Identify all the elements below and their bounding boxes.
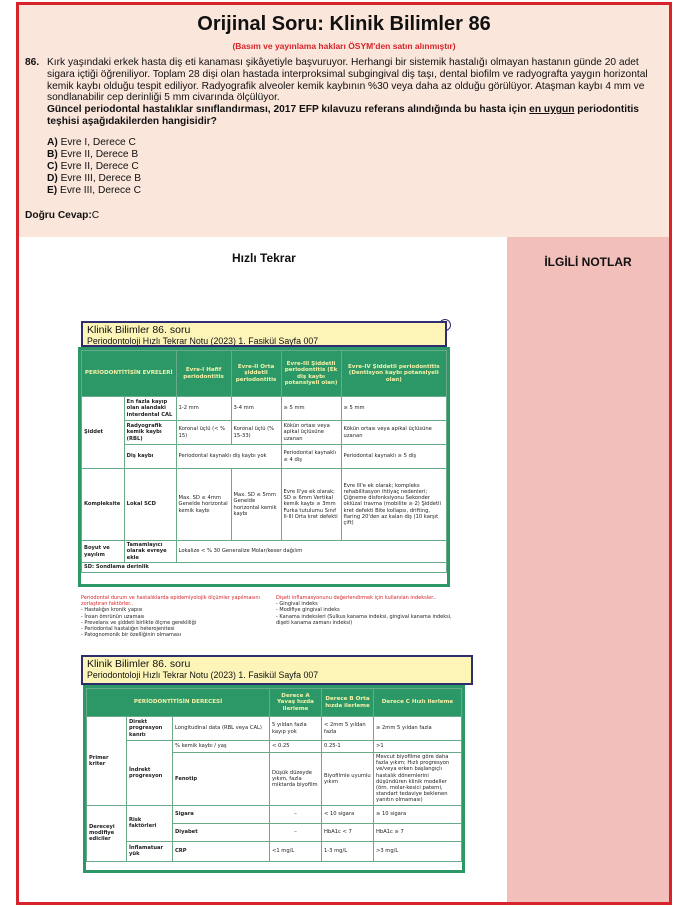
- table-cell: Lokalize < % 30 Generalize Molar/keser dağılım: [176, 541, 446, 563]
- grade-table-frame: [83, 685, 465, 873]
- table-cell: 1-3 mg/L: [322, 841, 374, 861]
- table-header: Evre-III Şiddetli periodontitis (Ek diş kaybı potansiyeli olan): [281, 351, 341, 397]
- copyright-note: (Basım ve yayınlama hakları ÖSYM'den satın alınmıştır): [232, 41, 456, 51]
- list-item: - Gingival indeks: [276, 601, 318, 608]
- answer-label: Doğru Cevap:: [25, 210, 92, 221]
- answer-value: C: [91, 210, 100, 221]
- table-cell: <1 mg/L: [270, 841, 322, 861]
- table-cell: Radyografik kemik kaybı (RBL): [124, 421, 176, 445]
- option-d[interactable]: D) Evre III, Derece B: [47, 172, 141, 184]
- snippet-header-1: [81, 321, 447, 347]
- table-header: Derece C Hızlı ilerleme: [374, 689, 462, 717]
- table-cell: Fenotip: [173, 753, 270, 806]
- option-b[interactable]: B) Evre II, Derece B: [47, 148, 139, 160]
- table-cell: % kemik kaybı / yaş: [173, 741, 270, 753]
- staging-table: [81, 350, 447, 573]
- table-cell: Koronal üçlü (% 15-33): [231, 421, 281, 445]
- table-cell: Direkt progresyon kanıtı: [127, 717, 173, 741]
- table-cell: Kökün ortası veya apikal üçlüsüne uzanan: [341, 421, 446, 445]
- option-a[interactable]: A) Evre I, Derece C: [47, 136, 136, 148]
- table-cell: ≥ 10 sigara: [374, 805, 462, 823]
- table-cell: Evre II'ye ek olarak; SD ≥ 6mm Vertikal kemik kaybı ≥ 3mm Furka tutulumu Sınıf II-III Orta kret defekti: [281, 469, 341, 541]
- table-cell: Kompleksite: [82, 469, 125, 541]
- notes-heading: Dişeti inflamasyonunu değerlendirmek için kullanılan indeksler..: [276, 595, 436, 601]
- table-cell: HbA1c ≥ 7: [374, 823, 462, 841]
- table-cell: Sigara: [173, 805, 270, 823]
- table-header: PERİODONTİTİSİN EVRELERİ: [82, 351, 177, 397]
- table-cell: Longitudinal data (RBL veya CAL): [173, 717, 270, 741]
- table-cell: –: [270, 823, 322, 841]
- option-c[interactable]: C) Evre II, Derece C: [47, 160, 139, 172]
- page-frame: [16, 2, 672, 905]
- table-cell: Şiddet: [82, 397, 125, 469]
- table-cell: 0.25-1: [322, 741, 374, 753]
- table-cell: Periodontal kaynaklı ≥ 5 diş: [341, 445, 446, 469]
- list-item: - Prevelans ve şiddeti birlikte ölçme gerekliliği: [81, 619, 197, 626]
- quick-review-panel: [19, 237, 507, 905]
- table-cell: ≥ 2mm 5 yıldan fazla: [374, 717, 462, 741]
- notes-heading: Periodontal durum ve hastalıklarda epidemiyolojik ölçümler yapılmasını zorlaştıran faktörler..: [81, 595, 260, 608]
- table-cell: >1: [374, 741, 462, 753]
- table-cell: Düşük düzeyde yıkım, fazla miktarda biyofilm: [270, 753, 322, 806]
- table-cell: Lokal SCD: [124, 469, 176, 541]
- table-cell: Diyabet: [173, 823, 270, 841]
- answer-options: [47, 137, 661, 197]
- emphasis-underline: en uygun: [529, 104, 575, 116]
- question-section: [19, 5, 669, 237]
- option-e[interactable]: E) Evre III, Derece C: [47, 184, 141, 196]
- table-header: Evre-I Hafif periodontitis: [176, 351, 231, 397]
- question-text: [47, 57, 661, 128]
- staging-table-frame: [78, 347, 450, 587]
- table-cell: HbA1c < 7: [322, 823, 374, 841]
- table-cell: 3-4 mm: [231, 397, 281, 421]
- table-cell: İnflamatuar yük: [127, 841, 173, 861]
- table-cell: İndrekt progresyon: [127, 741, 173, 806]
- snippet-title: Klinik Bilimler 86. soru: [87, 658, 191, 670]
- table-cell: Koronal üçlü (< % 15): [176, 421, 231, 445]
- related-notes-panel: [507, 237, 669, 905]
- list-item: - Periodontal hastalığın heterojenitesi: [81, 626, 175, 633]
- question-prompt: Güncel periodontal hastalıklar sınıflandırması, 2017 EFP kılavuzu referans alındığında bu hasta için en uygun periodontitis teşhisi aşağıdakilerden hangisidir?: [47, 104, 639, 127]
- correct-answer: [25, 210, 99, 221]
- snippet-title: Klinik Bilimler 86. soru: [87, 324, 191, 336]
- table-cell: Risk faktörleri: [127, 805, 173, 841]
- list-item: - Modifiye gingival indeks: [276, 607, 340, 614]
- table-cell: Mevcut biyofilme göre daha fazla yıkım; Hızlı progresyon ve/veya erken başlangıçlı hastalık dönemlerini düşündüren klinik modeller (örn. molar-kesici paterni, standart tedaviye beklenen yanıtın olmaması): [374, 753, 462, 806]
- snippet-source: Periodontoloji Hızlı Tekrar Notu (2023) 1. Fasikül Sayfa 007: [87, 336, 319, 346]
- table-cell: < 0.25: [270, 741, 322, 753]
- table-cell: Tamamlayıcı olarak evreye ekle: [124, 541, 176, 563]
- table-cell: 1-2 mm: [176, 397, 231, 421]
- table-cell: Max. SD ≤ 5mm Genelde horizontal kemik kaybı: [231, 469, 281, 541]
- table-cell: Periodontal kaynaklı ≤ 4 diş: [281, 445, 341, 469]
- table-header: Derece B Orta hızda ilerleme: [322, 689, 374, 717]
- snippet-header-2: [81, 655, 473, 685]
- quick-review-title: Hızlı Tekrar: [232, 251, 296, 265]
- table-cell: Evre III'e ek olarak; kompleks rehabilitasyon ihtiyaç nedenleri; Çiğneme disfonksiyonu Sekonder oklüzal travma (mobilite ≥ 2) Şiddetli kret defekti Bite kollapsı, drifting, flaring 20'den az kalan diş (10 karşıt çift): [341, 469, 446, 541]
- table-cell: Diş kaybı: [124, 445, 176, 469]
- question-block: [25, 57, 661, 197]
- table-footnote: SD: Sondlama derinlik: [82, 563, 447, 573]
- question-number: 86.: [25, 57, 40, 68]
- table-cell: –: [270, 805, 322, 823]
- table-header: Evre-II Orta şiddetli periodontitis: [231, 351, 281, 397]
- table-cell: >3 mg/L: [374, 841, 462, 861]
- table-cell: < 2mm 5 yıldan fazla: [322, 717, 374, 741]
- page-title: Orijinal Soru: Klinik Bilimler 86: [197, 13, 491, 35]
- table-cell: Kökün ortası veya apikal üçlüsüne uzanan: [281, 421, 341, 445]
- table-cell: 5 yıldan fazla kayıp yok: [270, 717, 322, 741]
- table-cell: Dereceyi modifiye ediciler: [87, 805, 127, 861]
- table-cell: ≥ 5 mm: [281, 397, 341, 421]
- list-item: - Kanama indeksleri (Sulkus kanama indeksi, gingival kanama indeksi, dişeti kanama zamanı indeksi): [276, 613, 452, 626]
- related-notes-title: İLGİLİ NOTLAR: [544, 255, 632, 269]
- grade-table: [86, 688, 462, 862]
- table-cell: Primer kriter: [87, 717, 127, 806]
- list-item: - Patognomonik bir özelliğinin olmaması: [81, 632, 181, 639]
- table-header: PERİODONTİTİSİN DERECESİ: [87, 689, 270, 717]
- question-stem: Kırk yaşındaki erkek hasta diş eti kanaması şikâyetiyle başvuruyor. Herhangi bir sistemik hastalığı olmayan hastanın günde 20 adet sigara içtiği öğreniliyor. Toplam 28 dişi olan hastada interproksimal subgingival diş taşı, dental biofilm ve radyografta yaygın horizontal kemik kaybı olduğu tespit ediliyor. Radyografik alveoler kemik kaybının %30 veya daha az olduğu görülüyor. Ataşman kaybı 4 mm ve sondlanabilir cep derinliği 5 mm civarında ölçülüyor.: [47, 57, 648, 104]
- table-header: Derece A Yavaş hızda ilerleme: [270, 689, 322, 717]
- table-header: Evre-IV Şiddetli periodontitis (Dentisyon kaybı potansiyeli olan): [341, 351, 446, 397]
- snippet-source: Periodontoloji Hızlı Tekrar Notu (2023) 1. Fasikül Sayfa 007: [87, 670, 319, 680]
- table-cell: CRP: [173, 841, 270, 861]
- table-cell: ≥ 5 mm: [341, 397, 446, 421]
- table-cell: Biyofilmle uyumlu yıkım: [322, 753, 374, 806]
- notes-block: [81, 595, 463, 655]
- table-cell: Boyut ve yayılım: [82, 541, 125, 563]
- table-cell: Periodontal kaynaklı diş kaybı yok: [176, 445, 281, 469]
- table-cell: < 10 sigara: [322, 805, 374, 823]
- table-cell: Max. SD ≤ 4mm Genelde horizontal kemik kaybı: [176, 469, 231, 541]
- list-item: - Hastalığın kronik yapısı: [81, 607, 143, 614]
- list-item: - İnsan ömrünün uzaması: [81, 613, 145, 620]
- table-cell: En fazla kayıp olan alandaki interdental CAL: [124, 397, 176, 421]
